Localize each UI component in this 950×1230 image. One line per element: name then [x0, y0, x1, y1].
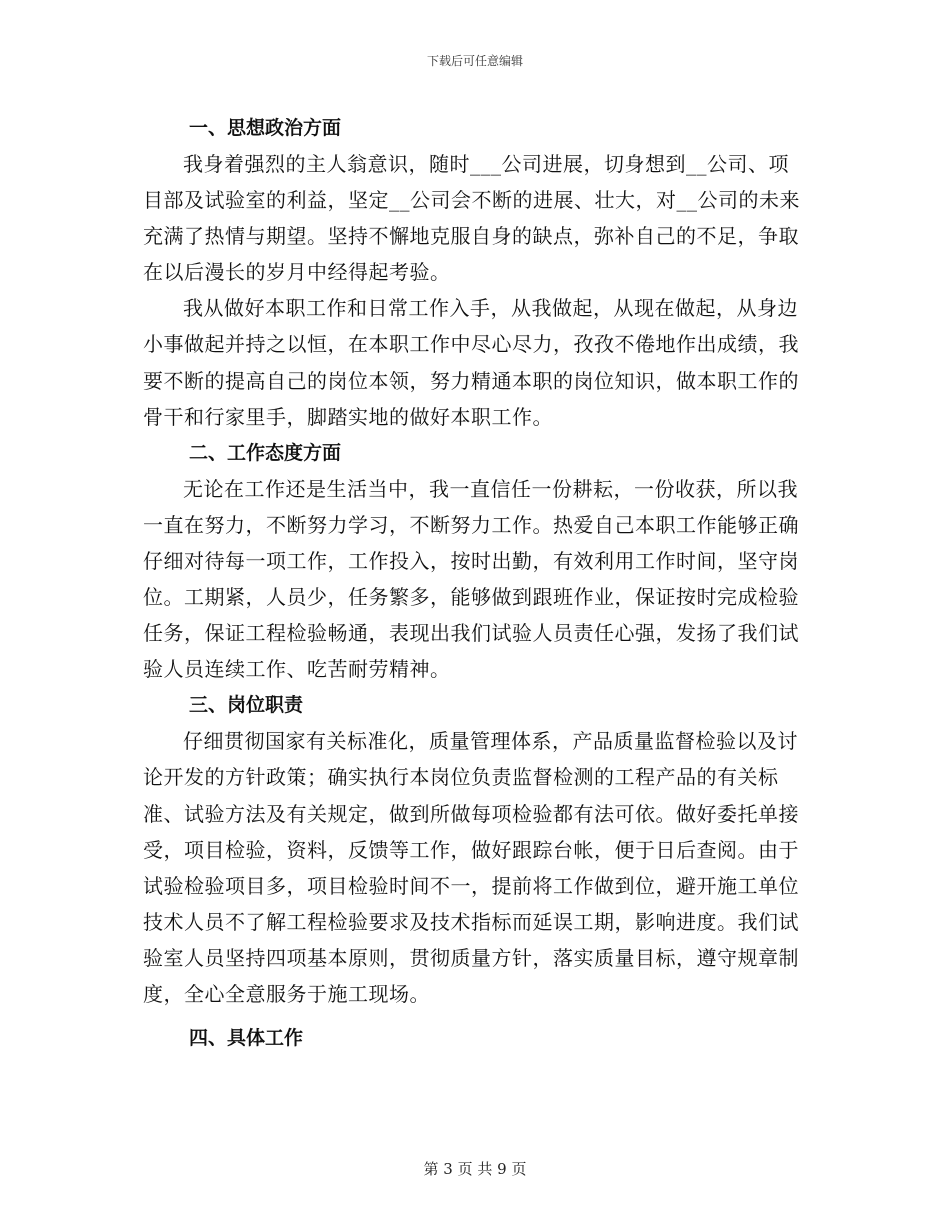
document-body — [143, 110, 803, 1056]
section-1-paragraph-1: 我身着强烈的主人翁意识，随时___公司进展，切身想到__公司、项目部及试验室的利益，坚定__公司会不断的进展、壮大，对__公司的未来充满了热情与期望。坚持不懈地克服自身的缺点，弥补自己的不足，争取在以后漫长的岁月中经得起考验。 — [143, 152, 800, 285]
section-3-paragraph-1: 仔细贯彻国家有关标准化，质量管理体系，产品质量监督检验以及讨论开发的方针政策；确实执行本岗位负责监督检测的工程产品的有关标准、试验方法及有关规定，做到所做每项检验都有法可依。做好委托单接受，项目检验，资料，反馈等工作，做好跟踪台帐，便于日后查阅。由于试验检验项目多，项目检验时间不一，提前将工作做到位，避开施工单位技术人员不了解工程检验要求及技术指标而延误工期，影响进度。我们试验室人员坚持四项基本原则，贯彻质量方针，落实质量目标，遵守规章制度，全心全意服务于施工现场。 — [143, 729, 799, 1006]
section-heading-4: 四、具体工作 — [189, 1027, 304, 1050]
section-heading-1: 一、思想政治方面 — [189, 117, 342, 139]
section-2-paragraph-1: 无论在工作还是生活当中，我一直信任一份耕耘，一份收获，所以我一直在努力，不断努力学习，不断努力工作。热爱自己本职工作能够正确仔细对待每一项工作，工作投入，按时出勤，有效利用工作时间，坚守岗位。工期紧，人员少，任务繁多，能够做到跟班作业，保证按时完成检验任务，保证工程检验畅通，表现出我们试验人员责任心强，发扬了我们试验人员连续工作、吃苦耐劳精神。 — [143, 476, 799, 682]
page-header: 下载后可任意编辑 — [426, 54, 523, 68]
section-heading-3: 三、岗位职责 — [189, 694, 304, 717]
page-footer: 第 3 页 共 9 页 — [423, 1160, 527, 1178]
section-heading-2: 二、工作态度方面 — [189, 441, 342, 464]
section-1-paragraph-2: 我从做好本职工作和日常工作入手，从我做起，从现在做起，从身边小事做起并持之以恒，在本职工作中尽心尽力，孜孜不倦地作出成绩，我要不断的提高自己的岗位本领，努力精通本职的岗位知识，做本职工作的骨干和行家里手，脚踏实地的做好本职工作。 — [143, 296, 799, 429]
